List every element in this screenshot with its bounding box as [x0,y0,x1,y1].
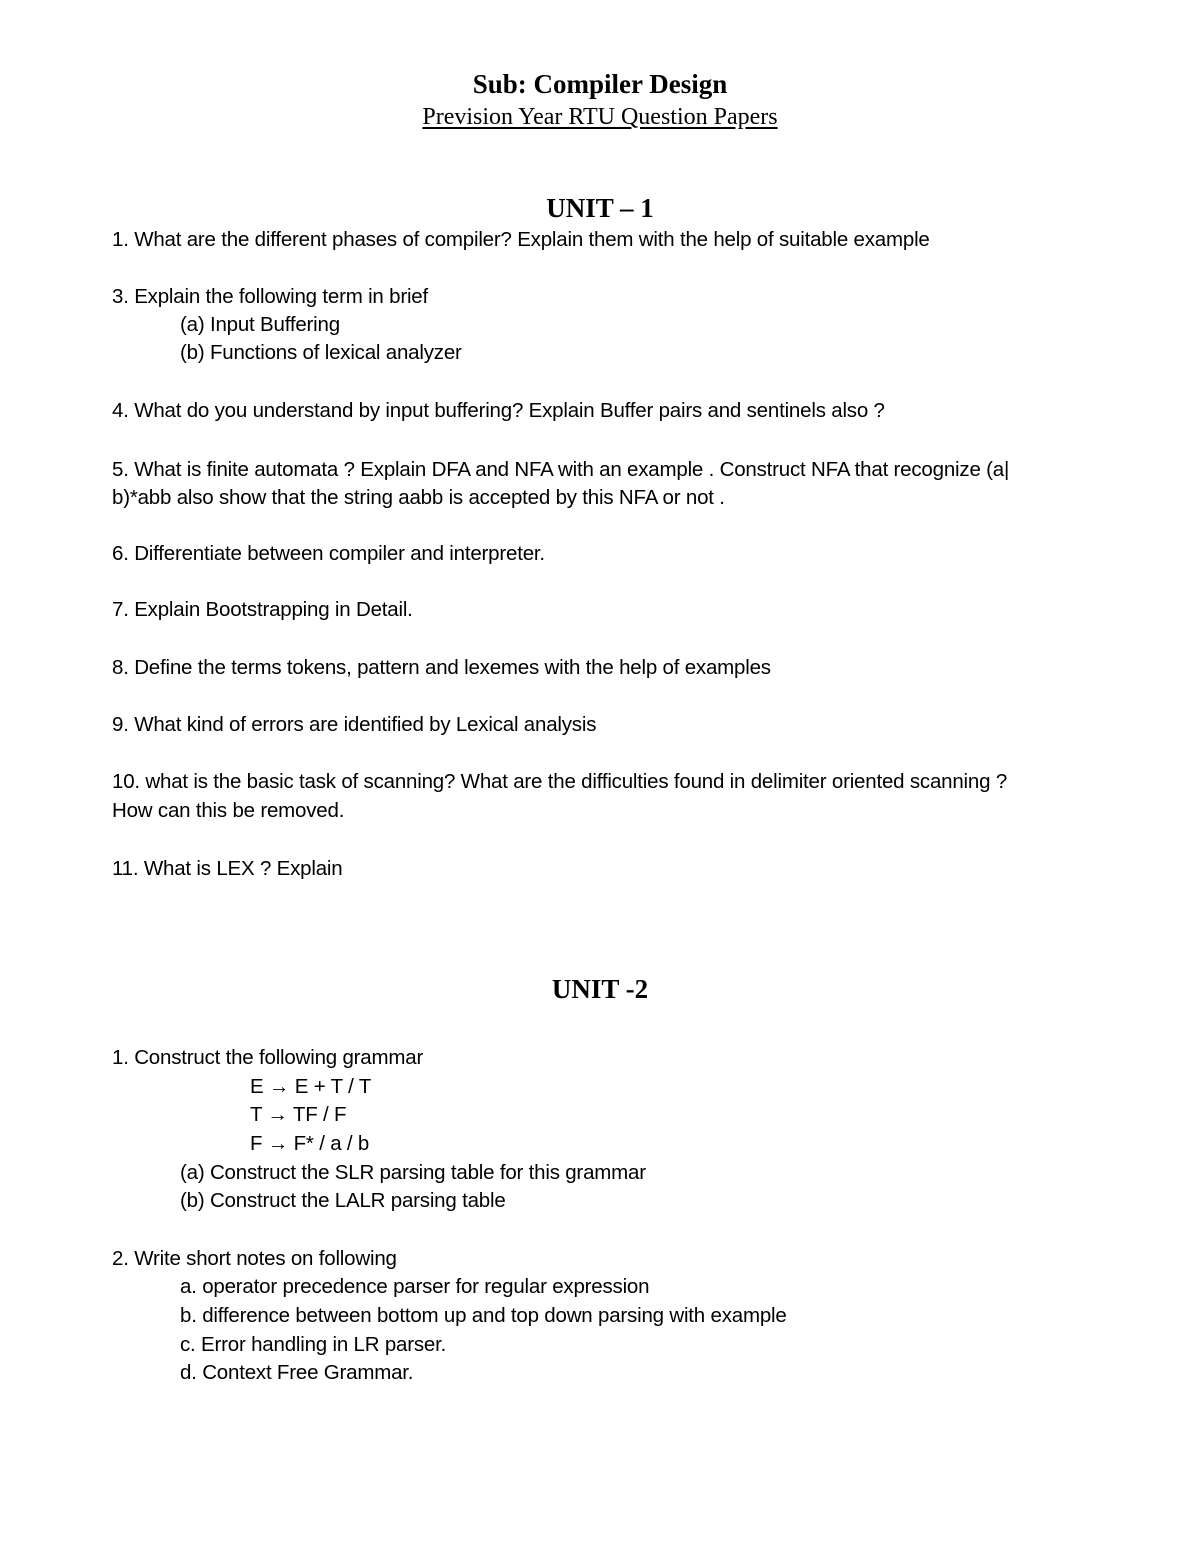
unit-1-question-5-line-2: b)*abb also show that the string aabb is accepted by this NFA or not . [112,486,725,509]
unit-2-question-2-note-b: b. difference between bottom up and top down parsing with example [180,1304,787,1327]
unit-2-heading: UNIT -2 [551,974,649,1004]
unit-2-question-2-note-a: a. operator precedence parser for regular expression [180,1275,650,1298]
unit-2-question-2-note-c: c. Error handling in LR parser. [180,1333,447,1356]
unit-2-grammar-rule-f: F → F* / a / b [250,1132,370,1155]
unit-1-question-9: 9. What kind of errors are identified by Lexical analysis [112,713,597,736]
unit-1-question-5-line-1: 5. What is finite automata ? Explain DFA and NFA with an example . Construct NFA that recognize (a| [112,458,1010,481]
document-subtitle: Prevision Year RTU Question Papers [422,104,778,130]
unit-1-question-4: 4. What do you understand by input buffering? Explain Buffer pairs and sentinels also ? [112,399,885,422]
unit-1-question-3-part-a: (a) Input Buffering [180,313,340,336]
unit-2-question-2: 2. Write short notes on following [112,1247,397,1270]
unit-2-question-2-note-d: d. Context Free Grammar. [180,1361,414,1384]
unit-2-grammar-rule-e: E → E + T / T [250,1075,372,1098]
unit-2-grammar-rule-t: T → TF / F [250,1103,347,1126]
unit-2-question-1-part-b: (b) Construct the LALR parsing table [180,1189,506,1212]
unit-1-heading: UNIT – 1 [546,193,654,223]
unit-2-question-1: 1. Construct the following grammar [112,1046,424,1069]
unit-1-question-6: 6. Differentiate between compiler and interpreter. [112,542,545,565]
unit-1-question-3: 3. Explain the following term in brief [112,285,429,308]
unit-1-question-7: 7. Explain Bootstrapping in Detail. [112,598,413,621]
unit-1-question-10-line-1: 10. what is the basic task of scanning? What are the difficulties found in delimiter oriented scanning ? [112,770,1008,793]
unit-1-question-8: 8. Define the terms tokens, pattern and lexemes with the help of examples [112,656,771,679]
document-title: Sub: Compiler Design [472,69,728,99]
unit-1-question-11: 11. What is LEX ? Explain [112,857,343,880]
unit-1-question-10-line-2: How can this be removed. [112,799,345,822]
unit-1-question-3-part-b: (b) Functions of lexical analyzer [180,341,462,364]
unit-1-question-1: 1. What are the different phases of compiler? Explain them with the help of suitable example [112,228,930,251]
unit-2-question-1-part-a: (a) Construct the SLR parsing table for this grammar [180,1161,646,1184]
